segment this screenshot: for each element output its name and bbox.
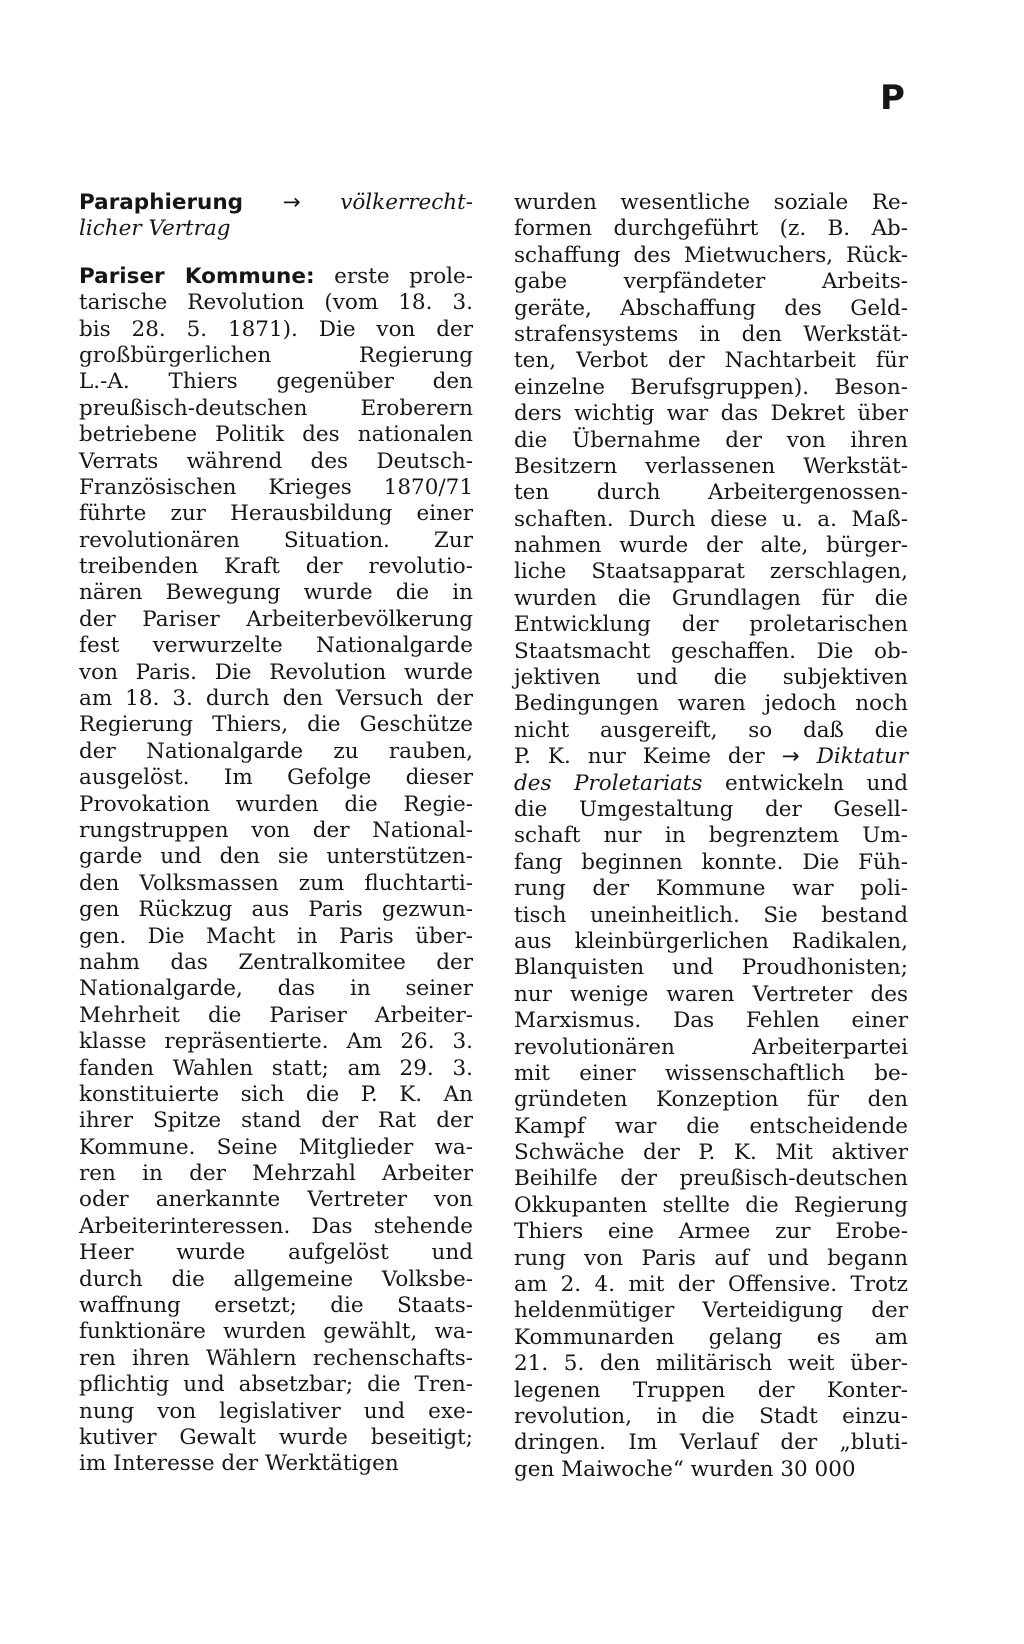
cross-reference-link[interactable]: völkerrecht-	[340, 190, 473, 215]
text-line: am 2. 4. mit der Offensive. Trotz	[514, 1272, 908, 1298]
text-line: gründeten Konzeption für den	[514, 1087, 908, 1113]
text-line: rung der Kommune war poli-	[514, 876, 908, 902]
text-line: schaffung des Mietwuchers, Rück-	[514, 242, 908, 268]
text-line: am 18. 3. durch den Versuch der	[79, 686, 473, 712]
cross-reference-line	[514, 771, 908, 797]
text-line: waffnung ersetzt; die Staats-	[79, 1293, 473, 1319]
text-line: pflichtig und absetzbar; die Tren-	[79, 1372, 473, 1398]
body-text: P. K. nur Keime der	[514, 744, 782, 770]
text-line: revolutionären Arbeiterpartei	[514, 1034, 908, 1060]
cross-reference-arrow: →	[282, 190, 301, 215]
text-line: ten, Verbot der Nachtarbeit für	[514, 348, 908, 374]
text-line: nung von legislativer und exe-	[79, 1398, 473, 1424]
entry-paraphierung-line-1	[79, 190, 473, 216]
text-line: mit einer wissenschaftlich be-	[514, 1060, 908, 1086]
text-line: führte zur Herausbildung einer	[79, 501, 473, 527]
text-line: revolutionären Situation. Zur	[79, 527, 473, 553]
entry-separator	[79, 243, 473, 264]
text-line: aus kleinbürgerlichen Radikalen,	[514, 928, 908, 954]
text-line: der Pariser Arbeiterbevölkerung	[79, 606, 473, 632]
text-line: ren in der Mehrzahl Arbeiter	[79, 1161, 473, 1187]
text-line: schaft nur in begrenztem Um-	[514, 823, 908, 849]
right-column	[514, 190, 908, 1483]
text-line: funktionäre wurden gewählt, wa-	[79, 1319, 473, 1345]
text-line: bis 28. 5. 1871). Die von der	[79, 316, 473, 342]
text-line: Heer wurde aufgelöst und	[79, 1240, 473, 1266]
text-line: nur wenige waren Vertreter des	[514, 981, 908, 1007]
text-line: dringen. Im Verlauf der „bluti-	[514, 1430, 908, 1456]
text-line: Kommunarden gelang es am	[514, 1324, 908, 1350]
text-line: fest verwurzelte Nationalgarde	[79, 633, 473, 659]
entry-headword: Paraphierung	[79, 190, 244, 215]
text-line: Okkupanten stellte die Regierung	[514, 1192, 908, 1218]
text-line: kutiver Gewalt wurde beseitigt;	[79, 1424, 473, 1450]
text-line: Nationalgarde, das in seiner	[79, 976, 473, 1002]
text-line: heldenmütiger Verteidigung der	[514, 1298, 908, 1324]
text-line: wurden wesentliche soziale Re-	[514, 190, 908, 215]
text-line: revolution, in die Stadt einzu-	[514, 1403, 908, 1429]
text-line: Blanquisten und Proudhonisten;	[514, 955, 908, 981]
page-section-letter: P	[880, 78, 905, 118]
text-line: liche Staatsapparat zerschlagen,	[514, 559, 908, 585]
text-line: nahmen wurde der alte, bürger-	[514, 533, 908, 559]
text-line: ausgelöst. Im Gefolge dieser	[79, 765, 473, 791]
text-line: tisch uneinheitlich. Sie bestand	[514, 902, 908, 928]
text-line: Schwäche der P. K. Mit aktiver	[514, 1140, 908, 1166]
text-line: nahm das Zentralkomitee der	[79, 949, 473, 975]
text-line: einzelne Berufsgruppen). Beson-	[514, 374, 908, 400]
text-line: betriebene Politik des nationalen	[79, 422, 473, 448]
entry-pariser-kommune-line-1	[79, 264, 473, 290]
cross-reference-link[interactable]: des Proletariats	[514, 770, 703, 796]
entry-headword: Pariser Kommune:	[79, 263, 315, 289]
text-line: Thiers eine Armee zur Erobe-	[514, 1219, 908, 1245]
text-line: gabe verpfändeter Arbeits-	[514, 269, 908, 295]
text-line: durch die allgemeine Volksbe-	[79, 1266, 473, 1292]
text-line: Arbeiterinteressen. Das stehende	[79, 1213, 473, 1239]
text-line: tarische Revolution (vom 18. 3.	[79, 290, 473, 316]
text-line: strafensystems in den Werkstät-	[514, 321, 908, 347]
text-line: formen durchgeführt (z. B. Ab-	[514, 216, 908, 242]
text-line: nären Bewegung wurde die in	[79, 580, 473, 606]
text-line: garde und den sie unterstützen-	[79, 844, 473, 870]
text-line: treibenden Kraft der revolutio-	[79, 554, 473, 580]
cross-reference-arrow: →	[781, 744, 800, 770]
text-line: Provokation wurden die Regie-	[79, 791, 473, 817]
text-line: gen. Die Macht in Paris über-	[79, 923, 473, 949]
cross-reference-link[interactable]: licher Vertrag	[79, 216, 231, 242]
text-line: jektiven und die subjektiven	[514, 665, 908, 691]
text-line: Kampf war die entscheidende	[514, 1113, 908, 1139]
text-line: preußisch-deutschen Eroberern	[79, 395, 473, 421]
text-line: im Interesse der Werktätigen	[79, 1451, 399, 1477]
text-line: großbürgerlichen Regierung	[79, 342, 473, 368]
text-line: Verrats während des Deutsch-	[79, 448, 473, 474]
text-line: ders wichtig war das Dekret über	[514, 401, 908, 427]
text-line: Mehrheit die Pariser Arbeiter-	[79, 1002, 473, 1028]
left-column	[79, 190, 473, 1478]
text-line: 21. 5. den militärisch weit über-	[514, 1351, 908, 1377]
text-line: der Nationalgarde zu rauben,	[79, 738, 473, 764]
text-line: rung von Paris auf und begann	[514, 1245, 908, 1271]
cross-reference-line	[514, 744, 908, 770]
text-line: nicht ausgereift, so daß die	[514, 717, 908, 743]
right-body-text-b	[514, 797, 908, 1483]
text-line: Beihilfe der preußisch-deutschen	[514, 1166, 908, 1192]
text-line: den Volksmassen zum fluchtarti-	[79, 870, 473, 896]
text-line: Entwicklung der proletarischen	[514, 612, 908, 638]
text-line: Marxismus. Das Fehlen einer	[514, 1008, 908, 1034]
text-line: Besitzern verlassenen Werkstät-	[514, 453, 908, 479]
body-text: entwickeln und	[702, 770, 908, 796]
text-line: geräte, Abschaffung des Geld-	[514, 295, 908, 321]
right-body-text-a	[514, 190, 908, 744]
text-line: rungstruppen von der National-	[79, 817, 473, 843]
text-line: gen Maiwoche“ wurden 30 000	[514, 1456, 856, 1482]
cross-reference-link[interactable]: Diktatur	[799, 744, 908, 770]
text-line: konstituierte sich die P. K. An	[79, 1081, 473, 1107]
text-line: die Umgestaltung der Gesell-	[514, 796, 908, 822]
text-line: Kommune. Seine Mitglieder wa-	[79, 1134, 473, 1160]
text-line: fang beginnen konnte. Die Füh-	[514, 849, 908, 875]
text-line: fanden Wahlen statt; am 29. 3.	[79, 1055, 473, 1081]
text-line: schaften. Durch diese u. a. Maß-	[514, 506, 908, 532]
text-line: ihrer Spitze stand der Rat der	[79, 1108, 473, 1134]
text-line: L.-A. Thiers gegenüber den	[79, 369, 473, 395]
text-line: gen Rückzug aus Paris gezwun-	[79, 897, 473, 923]
text-line: Bedingungen waren jedoch noch	[514, 691, 908, 717]
text-line: ten durch Arbeitergenossen-	[514, 480, 908, 506]
text-line: oder anerkannte Vertreter von	[79, 1187, 473, 1213]
text-line: die Übernahme der von ihren	[514, 427, 908, 453]
text-line: Französischen Krieges 1870/71	[79, 474, 473, 500]
text-line: Staatsmacht geschaffen. Die ob-	[514, 638, 908, 664]
text-line: Regierung Thiers, die Geschütze	[79, 712, 473, 738]
text-line: von Paris. Die Revolution wurde	[79, 659, 473, 685]
text-line: ren ihren Wählern rechenschafts-	[79, 1345, 473, 1371]
text-line: legenen Truppen der Konter-	[514, 1377, 908, 1403]
text-line: klasse repräsentierte. Am 26. 3.	[79, 1029, 473, 1055]
body-text: erste prole-	[334, 263, 473, 289]
text-line: wurden die Grundlagen für die	[514, 585, 908, 611]
left-body-text	[79, 290, 473, 1478]
